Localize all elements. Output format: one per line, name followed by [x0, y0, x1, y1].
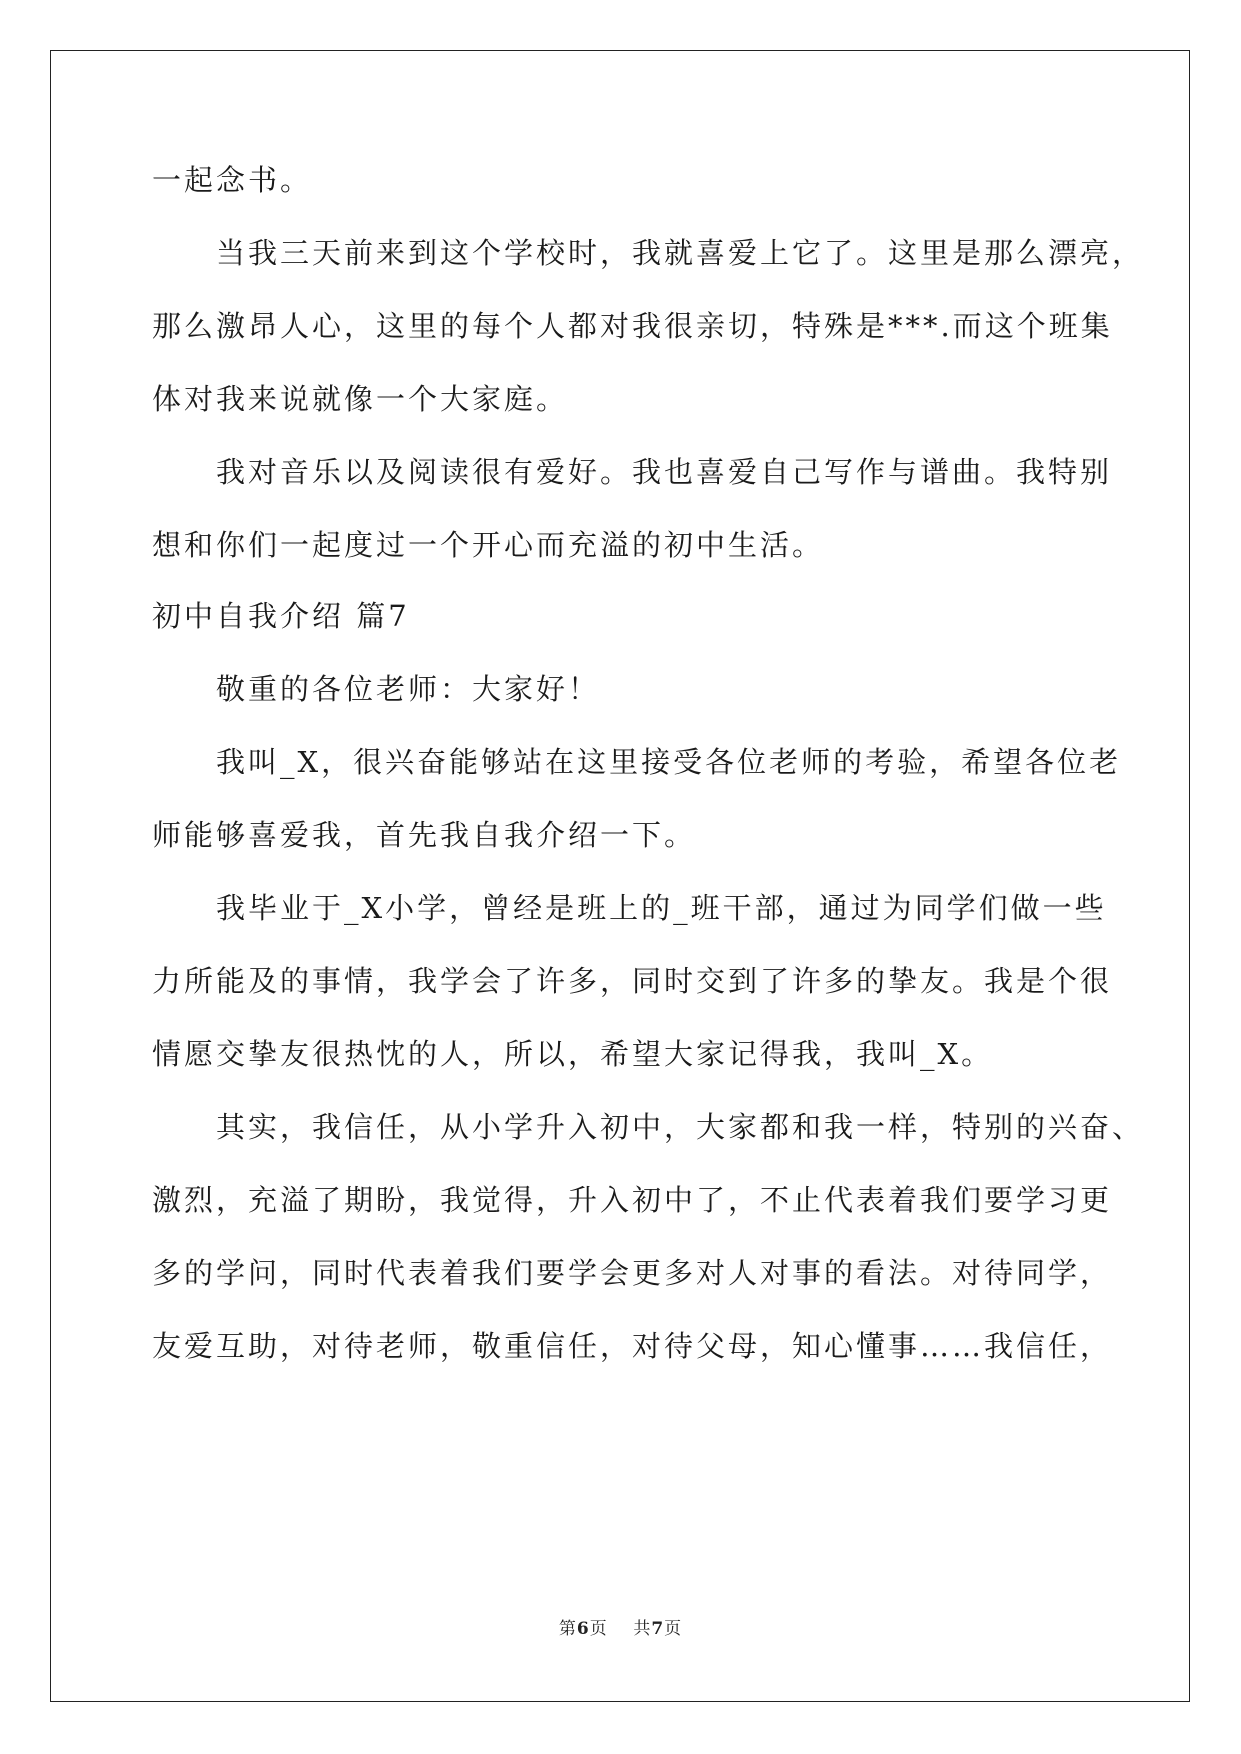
paragraph-line: 当我三天前来到这个学校时，我就喜爱上它了。这里是那么漂亮，	[216, 236, 1145, 270]
total-page-count: 7	[651, 1619, 665, 1639]
paragraph-line: 其实，我信任，从小学升入初中，大家都和我一样，特别的兴奋、	[216, 1110, 1145, 1144]
page-prefix: 第	[558, 1619, 577, 1639]
page-suffix: 页	[589, 1619, 608, 1639]
current-page-number: 6	[576, 1619, 590, 1639]
text-line: 一起念书。	[152, 163, 313, 197]
paragraph-line: 敬重的各位老师：大家好！	[216, 672, 601, 706]
text-line: 那么激昂人心，这里的每个人都对我很亲切，特殊是***.而这个班集	[152, 309, 1113, 343]
text-line: 情愿交挚友很热忱的人，所以，希望大家记得我，我叫_X。	[152, 1037, 994, 1071]
total-suffix: 页	[664, 1619, 683, 1639]
text-line: 师能够喜爱我，首先我自我介绍一下。	[152, 818, 697, 852]
page-border	[50, 50, 1190, 1702]
page-footer	[0, 1614, 1241, 1639]
paragraph-line: 我叫_X，很兴奋能够站在这里接受各位老师的考验，希望各位老	[216, 745, 1122, 779]
paragraph-line: 我对音乐以及阅读很有爱好。我也喜爱自己写作与谱曲。我特别	[216, 455, 1113, 489]
text-line: 激烈，充溢了期盼，我觉得，升入初中了，不止代表着我们要学习更	[152, 1183, 1113, 1217]
total-prefix: 共	[633, 1619, 652, 1639]
paragraph-line: 我毕业于_X小学，曾经是班上的_班干部，通过为同学们做一些	[216, 891, 1107, 925]
text-line: 友爱互助，对待老师，敬重信任，对待父母，知心懂事……我信任，	[152, 1329, 1113, 1363]
text-line: 体对我来说就像一个大家庭。	[152, 382, 569, 416]
section-heading: 初中自我介绍 篇7	[152, 599, 410, 633]
text-line: 想和你们一起度过一个开心而充溢的初中生活。	[152, 528, 825, 562]
text-line: 多的学问，同时代表着我们要学会更多对人对事的看法。对待同学，	[152, 1256, 1113, 1290]
text-line: 力所能及的事情，我学会了许多，同时交到了许多的挚友。我是个很	[152, 964, 1113, 998]
